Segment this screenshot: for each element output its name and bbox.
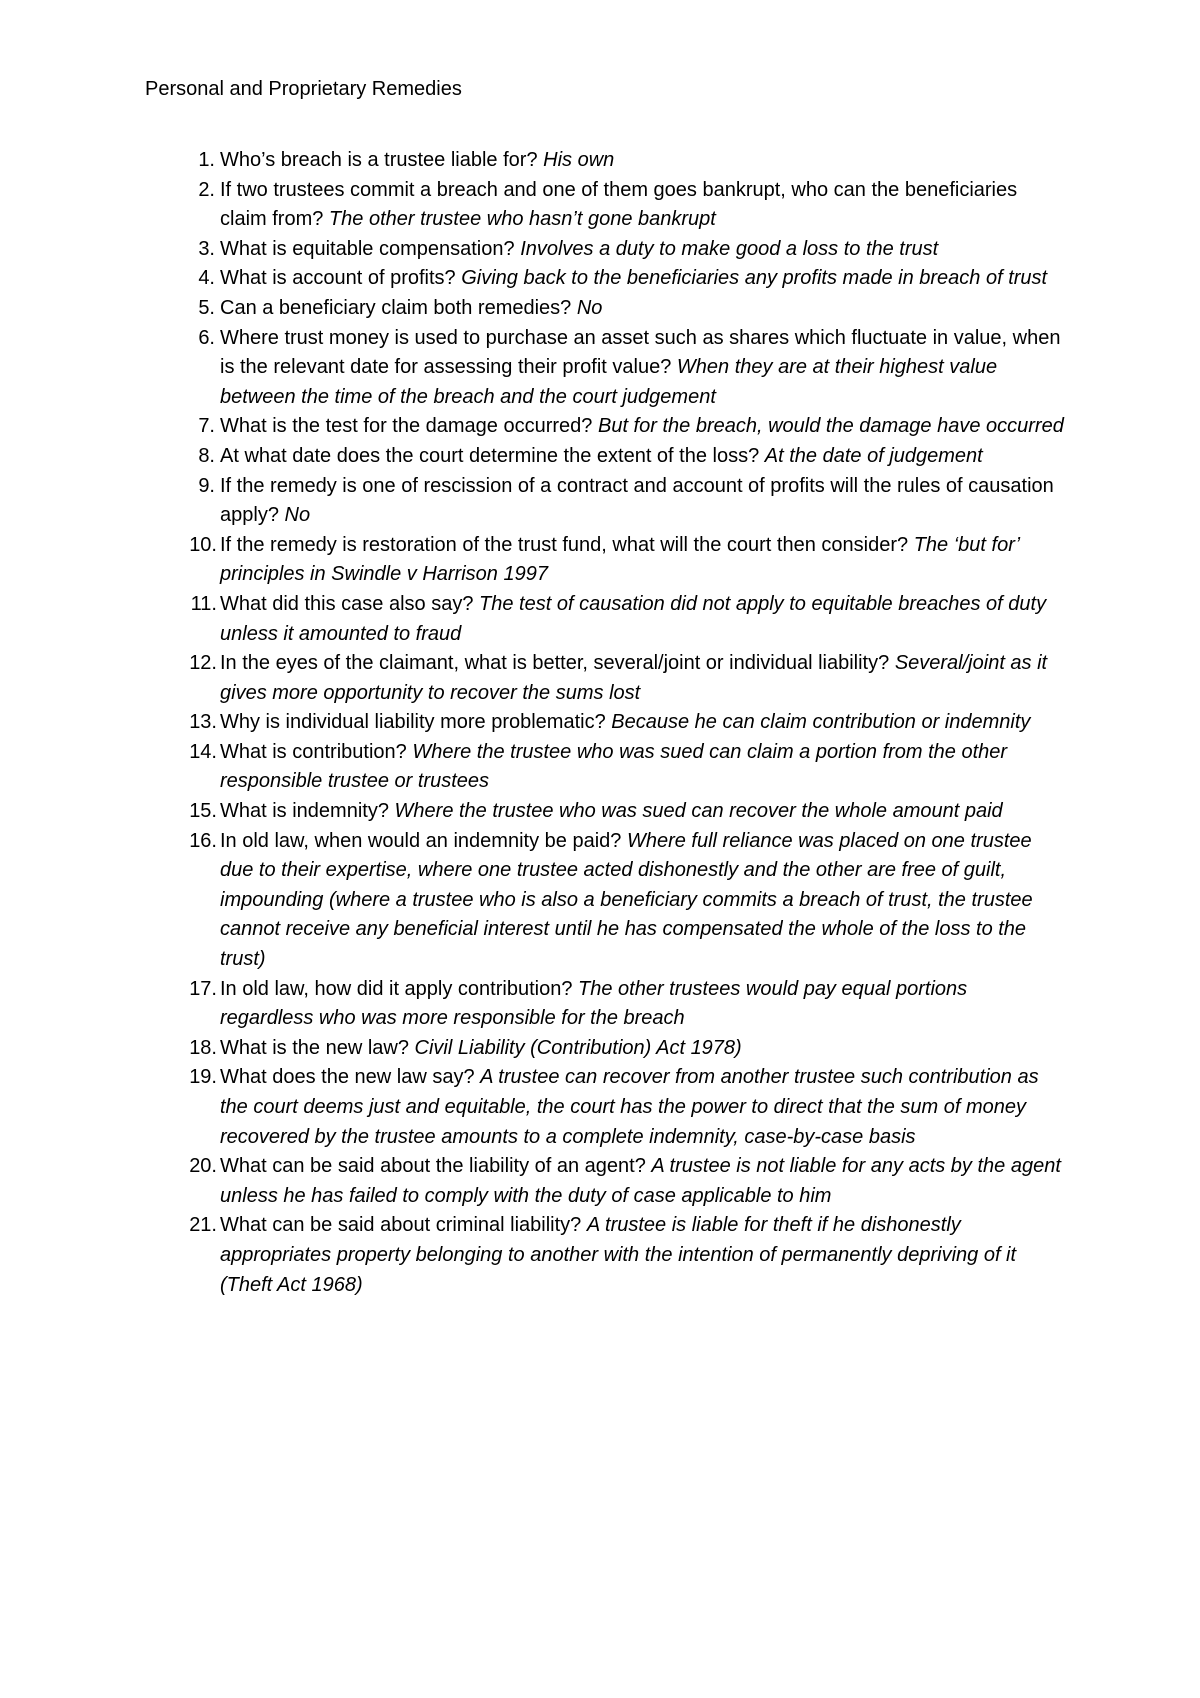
item-number: 13. — [189, 711, 217, 734]
question-text: At what date does the court determine the extent of the loss? — [220, 444, 760, 467]
answer-text: At the date of judgement — [764, 444, 983, 467]
question-list — [145, 146, 1065, 1300]
answer-text: A trustee can recover from another trustee such contribution as the court deems just and equitable, the court has the power to direct that the sum of money recovered by the trustee amounts to a complete indemnity, case-by-case basis — [220, 1066, 1039, 1148]
list-item — [145, 1211, 1065, 1300]
list-item — [145, 324, 1065, 413]
item-number: 9. — [198, 474, 215, 497]
answer-text: The ‘but for’ principles in Swindle v Harrison 1997 — [220, 533, 1019, 586]
answer-text: Where full reliance was placed on one trustee due to their expertise, where one trustee acted dishonestly and the other are free of guilt, impounding (where a trustee who is also a beneficiary commits a breach of trust, the trustee cannot receive any beneficial interest until he has compensated the whole of the loss to the trust) — [220, 829, 1033, 971]
question-text: What can be said about the liability of an agent? — [220, 1155, 646, 1178]
answer-text: His own — [543, 149, 615, 171]
item-number: 20. — [189, 1155, 217, 1178]
answer-text: No — [284, 504, 311, 527]
question-text: In the eyes of the claimant, what is better, several/joint or individual liability? — [220, 652, 890, 675]
list-item — [145, 531, 1065, 590]
answer-text: The other trustee who hasn’t gone bankrupt — [328, 208, 716, 231]
answer-text: Because he can claim contribution or indemnity — [611, 711, 1031, 734]
item-number: 18. — [189, 1036, 217, 1059]
list-item — [145, 975, 1065, 1034]
question-text: What does the new law say? — [220, 1066, 475, 1089]
list-item — [145, 708, 1065, 738]
page-title: Personal and Proprietary Remedies — [145, 78, 462, 100]
list-item — [145, 294, 1065, 324]
item-number: 6. — [198, 326, 215, 349]
question-text: In old law, when would an indemnity be paid? — [220, 829, 622, 852]
list-item — [145, 264, 1065, 294]
answer-text: No — [576, 296, 603, 319]
question-text: If the remedy is one of rescission of a contract and account of profits will the rules of causation apply? — [220, 474, 1054, 527]
answer-text: Several/joint as it gives more opportunity to recover the sums lost — [220, 652, 1048, 704]
question-text: What can be said about criminal liability? — [220, 1214, 582, 1237]
list-item — [145, 590, 1065, 649]
list-item — [145, 649, 1065, 708]
answer-text: But for the breach, would the damage have occurred — [597, 415, 1064, 438]
question-text: What is indemnity? — [220, 800, 389, 823]
item-number: 11. — [190, 592, 217, 615]
question-text: If the remedy is restoration of the trust fund, what will the court then consider? — [220, 533, 909, 556]
item-number: 10. — [189, 533, 217, 556]
item-number: 16. — [189, 829, 217, 852]
item-number: 19. — [189, 1066, 217, 1089]
question-text: Can a beneficiary claim both remedies? — [220, 296, 572, 319]
item-number: 4. — [198, 267, 215, 290]
question-text: What is the test for the damage occurred? — [220, 415, 593, 438]
list-item — [145, 472, 1065, 531]
item-number: 2. — [198, 178, 215, 201]
answer-text: Giving back to the beneficiaries any profits made in breach of trust — [461, 267, 1048, 290]
item-number: 5. — [198, 296, 215, 319]
answer-text: A trustee is not liable for any acts by the agent unless he has failed to comply with the duty of case applicable to him — [220, 1155, 1061, 1207]
list-item — [145, 827, 1065, 975]
answer-text: A trustee is liable for theft if he dishonestly appropriates property belonging to another with the intention of permanently depriving of it (Theft Act 1968) — [220, 1214, 1017, 1296]
list-item — [145, 1152, 1065, 1211]
item-number: 14. — [189, 740, 217, 763]
list-item — [145, 176, 1065, 235]
item-number: 8. — [198, 444, 215, 467]
item-number: 21. — [189, 1214, 217, 1237]
item-number: 1. — [198, 149, 215, 171]
list-item — [145, 235, 1065, 265]
question-text: What is contribution? — [220, 740, 407, 763]
question-text: Why is individual liability more problematic? — [220, 711, 606, 734]
answer-text: Where the trustee who was sued can claim a portion from the other responsible trustee or trustees — [220, 740, 1008, 793]
question-text: What is account of profits? — [220, 267, 456, 290]
question-text: Where trust money is used to purchase an asset such as shares which fluctuate in value, when is the relevant date for assessing their profit value? — [220, 326, 1061, 379]
list-item — [145, 412, 1065, 442]
answer-text: When they are at their highest value between the time of the breach and the court judgement — [220, 356, 998, 408]
question-text: What did this case also say? — [220, 592, 474, 615]
item-number: 12. — [189, 652, 217, 675]
question-text: What is the new law? — [220, 1036, 409, 1059]
list-item — [145, 146, 1065, 176]
item-number: 3. — [198, 237, 215, 260]
list-item — [145, 1063, 1065, 1152]
item-number: 15. — [189, 800, 217, 823]
question-text: If two trustees commit a breach and one of them goes bankrupt, who can the beneficiaries claim from? — [220, 178, 1018, 231]
list-item — [145, 1034, 1065, 1064]
answer-text: The other trustees would pay equal portions regardless who was more responsible for the breach — [220, 977, 968, 1030]
item-number: 7. — [198, 415, 215, 438]
answer-text: Involves a duty to make good a loss to the trust — [520, 237, 939, 260]
list-item — [145, 442, 1065, 472]
answer-text: The test of causation did not apply to equitable breaches of duty unless it amounted to fraud — [220, 592, 1047, 645]
answer-text: Civil Liability (Contribution) Act 1978) — [414, 1036, 742, 1059]
list-item — [145, 738, 1065, 797]
list-item — [145, 797, 1065, 827]
question-text: In old law, how did it apply contribution? — [220, 977, 573, 1000]
question-text: Who’s breach is a trustee liable for? — [220, 149, 538, 171]
question-text: What is equitable compensation? — [220, 237, 515, 260]
answer-text: Where the trustee who was sued can recover the whole amount paid — [394, 800, 1003, 823]
item-number: 17. — [189, 977, 217, 1000]
